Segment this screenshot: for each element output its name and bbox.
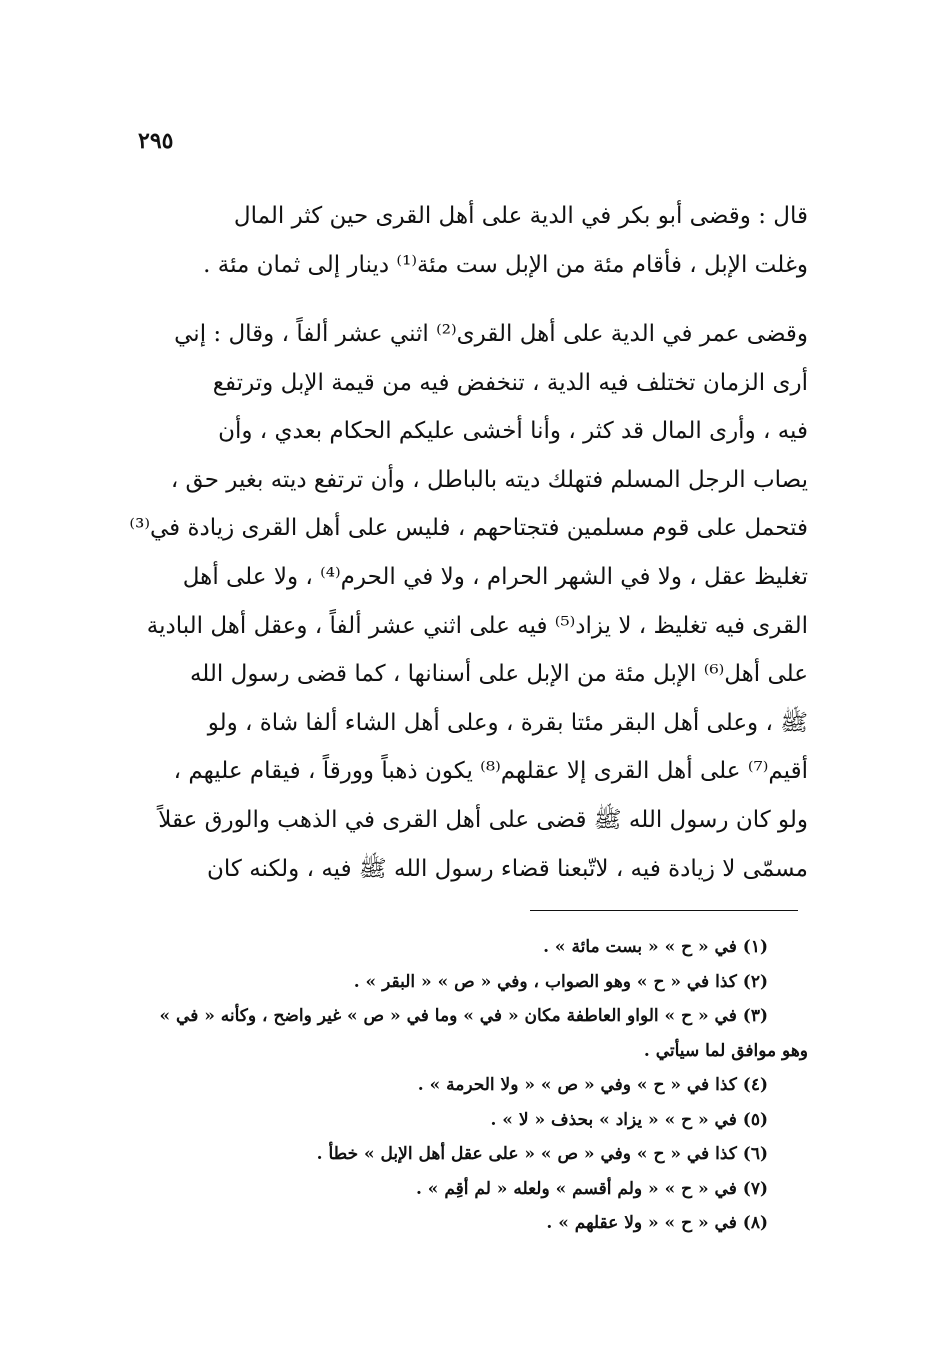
footnote-separator bbox=[530, 910, 798, 911]
text-line: يصاب الرجل المسلم فتهلك ديته بالباطل ، وأن ترتفع ديته بغير حق ، bbox=[170, 466, 808, 493]
text-line: ﷺ ، وعلى أهل البقر مئتا بقرة ، وعلى أهل الشاء ألفا شاة ، ولو bbox=[207, 709, 808, 736]
text-line: مسمّى لا زيادة فيه ، لاتّبعنا قضاء رسول الله ﷺ فيه ، ولكنه كان bbox=[207, 855, 808, 882]
footnote: (٨) في « ح » « ولا عقلهم » . bbox=[546, 1213, 768, 1233]
text-line: وقضى عمر في الدية على أهل القرى⁽²⁾ اثني عشر ألفاً ، وقال : إني bbox=[174, 321, 808, 347]
text-line: قال : وقضى أبو بكر في الدية على أهل القرى حين كثر المال bbox=[233, 203, 808, 229]
paragraph-1 bbox=[128, 192, 808, 289]
text-line: القرى فيه تغليظ ، لا يزاد⁽⁵⁾ فيه على اثني عشر ألفاً ، وعقل أهل البادية bbox=[146, 612, 808, 639]
text-line: فتحمل على قوم مسلمين فتجتاحهم ، فليس على أهل القرى زيادة في⁽³⁾ bbox=[129, 515, 808, 542]
text-line: وغلت الإبل ، فأقام مئة من الإبل ست مئة⁽¹⁾ دينار إلى ثمان مئة . bbox=[203, 251, 808, 278]
footnote: (٣) في « ح » الواو العاطفة مكان « في » وما في « ص » غير واضح ، وكأنه « في » bbox=[159, 1006, 768, 1026]
paragraph-2 bbox=[128, 310, 808, 893]
footnote: (١) في « ح » « بست مائة » . bbox=[543, 937, 768, 957]
text-line: أقيم⁽⁷⁾ على أهل القرى إلا عقلهم⁽⁸⁾ يكون ذهباً وورقاً ، فيقام عليهم ، bbox=[173, 758, 808, 785]
footnote: (٦) كذا في « ح » وفي « ص » « على عقل أهل الإبل » خطأ . bbox=[316, 1144, 768, 1164]
footnote: (٥) في « ح » « يزاد » بحذف « لا » . bbox=[490, 1109, 768, 1130]
text-line: فيه ، وأرى المال قد كثر ، وأنا أخشى عليكم الحكام بعدي ، وأن bbox=[218, 418, 808, 445]
text-line: أرى الزمان تختلف فيه الدية ، تنخفض فيه من قيمة الإبل وترتفع bbox=[212, 369, 808, 396]
footnote: (٢) كذا في « ح » وهو الصواب ، وفي « ص » « البقر » . bbox=[353, 971, 768, 992]
footnote-continuation: وهو موافق لما سيأتي . bbox=[643, 1040, 808, 1061]
page-number: ٢٩٥ bbox=[138, 128, 174, 154]
text-line: على أهل⁽⁶⁾ الإبل مئة من الإبل على أسنانها ، كما قضى رسول الله bbox=[189, 661, 808, 688]
text-line: ولو كان رسول الله ﷺ قضى على أهل القرى في الذهب والورق عقلاً bbox=[158, 806, 808, 833]
footnote: (٧) في « ح » « ولم أقسم » ولعله « لم أقِم » . bbox=[415, 1178, 768, 1199]
footnotes bbox=[128, 930, 808, 1241]
footnote: (٤) كذا في « ح » وفي « ص » « ولا الحرمة » . bbox=[417, 1075, 768, 1095]
text-line: تغليظ عقل ، ولا في الشهر الحرام ، ولا في الحرم⁽⁴⁾ ، ولا على أهل bbox=[182, 563, 808, 590]
